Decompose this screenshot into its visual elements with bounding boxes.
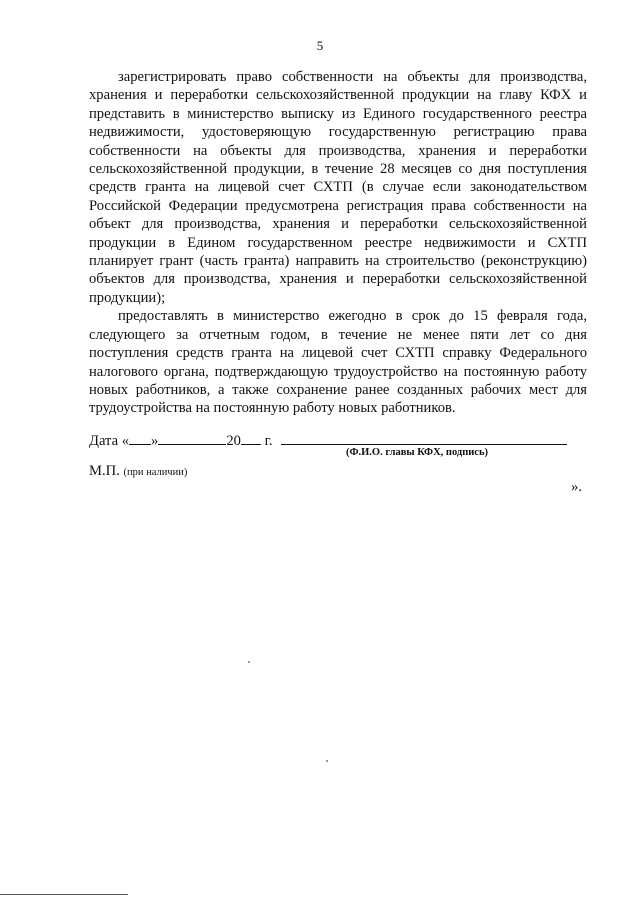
signature-hint: (Ф.И.О. главы КФХ, подпись) bbox=[346, 447, 489, 458]
date-year-suffix: г. bbox=[264, 433, 273, 449]
date-year-blank bbox=[241, 430, 261, 445]
date-month-blank bbox=[158, 430, 226, 445]
paragraph-annual-report: предоставлять в министерство ежегодно в срок до 15 февраля года, следующего за отчетным годом, в течение не менее пяти лет со дня поступления средств гранта на лицевой счет СХТП справку Федерального налогового органа, подтверждающую трудоустройство на постоянную работу новых работников, а также сохранение ранее созданных рабочих мест для трудоустройства на постоянную работу новых работников. bbox=[89, 308, 587, 417]
signature-row bbox=[89, 430, 589, 450]
stamp-hint: (при наличии) bbox=[123, 467, 188, 478]
date-year-prefix: 20 bbox=[226, 433, 241, 449]
scan-speck bbox=[248, 661, 250, 663]
body-text bbox=[89, 68, 587, 418]
scan-edge-line bbox=[0, 894, 128, 895]
date-day-blank bbox=[129, 430, 151, 445]
stamp-label: М.П. bbox=[89, 463, 120, 479]
date-label: Дата « bbox=[89, 433, 130, 449]
date-quote-close: » bbox=[151, 433, 159, 449]
signature-blank bbox=[281, 430, 567, 445]
closing-quote: ». bbox=[571, 479, 582, 495]
paragraph-registration: зарегистрировать право собственности на объекты для производства, хранения и переработки сельскохозяйственной продукции на главу КФХ и представить в министерство выписку из Единого государственного реестра недвижимости, удостоверяющую государственную регистрацию права собственности на объекты для производства, хранения и переработки сельскохозяйственной продукции, в течение 28 месяцев со дня поступления средств гранта на лицевой счет СХТП (в случае если законодательством Российской Федерации предусмотрена регистрация права собственности на объект для производства, хранения и переработки сельскохозяйственной продукции в Едином государственном реестре недвижимости и СХТП планирует грант (часть гранта) направить на строительство (реконструкцию) объектов для производства, хранения и переработки сельскохозяйственной продукции); bbox=[89, 69, 587, 306]
stamp-row bbox=[89, 463, 187, 480]
page-number: 5 bbox=[316, 38, 324, 53]
scan-speck bbox=[326, 760, 328, 762]
